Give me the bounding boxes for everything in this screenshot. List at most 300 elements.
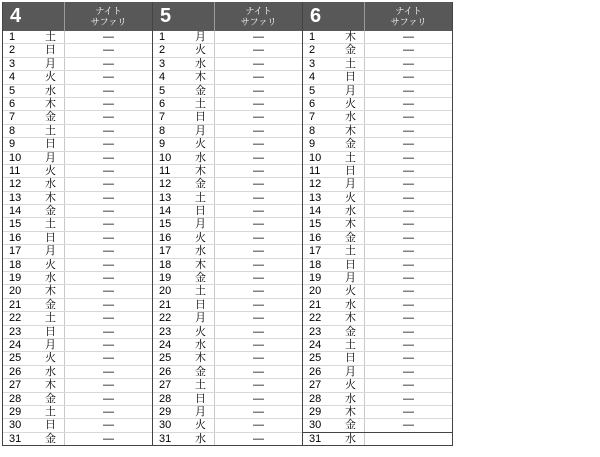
day-row (303, 85, 452, 98)
day-row (303, 58, 452, 71)
day-number: 28 (309, 392, 322, 405)
night-safari-status: ― (103, 84, 114, 97)
night-safari-status: ― (403, 84, 414, 97)
day-row (303, 352, 452, 365)
night-safari-status: ― (103, 191, 114, 204)
weekday: 木 (187, 165, 215, 177)
weekday: 水 (187, 339, 215, 351)
day-row (3, 152, 152, 165)
day-row (153, 326, 302, 339)
weekday: 水 (337, 393, 365, 405)
day-row (3, 285, 152, 298)
day-row (3, 406, 152, 419)
night-safari-status: ― (103, 164, 114, 177)
day-number: 22 (9, 312, 22, 325)
night-safari-status: ― (403, 205, 414, 218)
weekday: 火 (37, 259, 65, 271)
weekday: 月 (37, 339, 65, 351)
day-row (303, 44, 452, 57)
night-safari-status: ― (103, 258, 114, 271)
day-row (3, 326, 152, 339)
day-number: 7 (9, 111, 16, 124)
weekday: 木 (37, 192, 65, 204)
night-safari-status: ― (253, 178, 264, 191)
day-number: 20 (159, 285, 172, 298)
night-safari-status: ― (403, 97, 414, 110)
weekday: 月 (37, 245, 65, 257)
day-number: 19 (309, 272, 322, 285)
day-number: 21 (159, 298, 172, 311)
weekday: 木 (187, 352, 215, 364)
night-safari-status: ― (403, 218, 414, 231)
weekday: 水 (37, 178, 65, 190)
night-safari-status: ― (103, 111, 114, 124)
schedule-calendar (2, 2, 453, 446)
day-number: 25 (309, 352, 322, 365)
day-row (303, 138, 452, 151)
night-safari-status: ― (253, 258, 264, 271)
day-row (3, 433, 152, 446)
day-row (153, 218, 302, 231)
weekday: 火 (187, 232, 215, 244)
day-number: 24 (9, 338, 22, 351)
day-number: 5 (159, 84, 166, 97)
day-row (303, 326, 452, 339)
day-row (153, 406, 302, 419)
night-safari-status (365, 433, 452, 445)
day-number: 15 (9, 218, 22, 231)
weekday: 日 (337, 352, 365, 364)
day-number: 17 (9, 245, 22, 258)
day-number: 4 (159, 71, 166, 84)
night-safari-status: ― (403, 111, 414, 124)
night-safari-status: ― (103, 298, 114, 311)
day-row (303, 433, 452, 446)
day-row (303, 111, 452, 124)
night-safari-status: ― (253, 419, 264, 432)
day-number: 10 (9, 151, 22, 164)
weekday: 木 (337, 218, 365, 230)
night-safari-status: ― (253, 191, 264, 204)
day-number: 6 (9, 97, 16, 110)
day-number: 18 (309, 258, 322, 271)
weekday: 土 (37, 218, 65, 230)
weekday: 土 (37, 406, 65, 418)
day-row (153, 44, 302, 57)
weekday: 日 (187, 299, 215, 311)
day-row (3, 259, 152, 272)
weekday: 月 (187, 125, 215, 137)
day-row (3, 58, 152, 71)
day-list (3, 31, 152, 446)
day-number: 20 (9, 285, 22, 298)
weekday: 木 (337, 406, 365, 418)
night-safari-status: ― (403, 71, 414, 84)
day-row (153, 259, 302, 272)
day-row (153, 272, 302, 285)
column-label (215, 2, 302, 31)
night-safari-status: ― (103, 338, 114, 351)
day-row (153, 192, 302, 205)
day-number: 22 (309, 312, 322, 325)
month-column (152, 2, 302, 446)
weekday: 土 (337, 152, 365, 164)
day-row (303, 406, 452, 419)
day-row (153, 152, 302, 165)
day-number: 29 (159, 405, 172, 418)
night-safari-status: ― (103, 71, 114, 84)
day-number: 23 (309, 325, 322, 338)
night-safari-status: ― (103, 272, 114, 285)
day-number: 28 (159, 392, 172, 405)
night-safari-status: ― (253, 245, 264, 258)
night-safari-status: ― (403, 338, 414, 351)
weekday: 木 (187, 259, 215, 271)
day-number: 14 (309, 205, 322, 218)
day-row (153, 85, 302, 98)
day-row (3, 98, 152, 111)
night-safari-status: ― (403, 164, 414, 177)
day-row (303, 366, 452, 379)
weekday: 日 (337, 165, 365, 177)
night-safari-status: ― (403, 285, 414, 298)
day-number: 14 (9, 205, 22, 218)
weekday: 金 (37, 111, 65, 123)
day-number: 19 (9, 272, 22, 285)
night-safari-status: ― (253, 164, 264, 177)
day-number: 11 (309, 164, 321, 177)
day-number: 15 (159, 218, 172, 231)
night-safari-status: ― (103, 218, 114, 231)
day-number: 16 (309, 231, 322, 244)
weekday: 土 (187, 285, 215, 297)
weekday: 日 (337, 259, 365, 271)
day-row (303, 285, 452, 298)
night-safari-status: ― (403, 31, 414, 43)
day-number: 31 (9, 432, 22, 445)
day-number: 28 (9, 392, 22, 405)
weekday: 水 (187, 152, 215, 164)
night-safari-status: ― (403, 44, 414, 57)
day-number: 12 (159, 178, 172, 191)
night-safari-status: ― (103, 124, 114, 137)
month-header (3, 2, 152, 31)
night-safari-status: ― (253, 111, 264, 124)
day-number: 29 (309, 405, 322, 418)
night-safari-status: ― (253, 124, 264, 137)
weekday: 木 (337, 125, 365, 137)
day-number: 24 (309, 338, 322, 351)
weekday: 火 (337, 285, 365, 297)
night-safari-status: ― (253, 405, 264, 418)
night-safari-status: ― (253, 97, 264, 110)
day-number: 25 (159, 352, 172, 365)
day-row (3, 339, 152, 352)
day-number: 1 (309, 31, 316, 43)
day-number: 9 (309, 138, 316, 151)
day-number: 4 (9, 71, 16, 84)
night-safari-status: ― (253, 71, 264, 84)
weekday: 木 (337, 31, 365, 43)
day-row (153, 379, 302, 392)
night-safari-status: ― (253, 352, 264, 365)
night-safari-status: ― (103, 405, 114, 418)
night-safari-status: ― (403, 379, 414, 392)
weekday: 金 (37, 393, 65, 405)
day-list (153, 31, 302, 446)
weekday: 水 (37, 85, 65, 97)
weekday: 金 (337, 232, 365, 244)
day-number: 31 (309, 432, 322, 445)
weekday: 水 (187, 245, 215, 257)
weekday: 金 (37, 299, 65, 311)
night-safari-status: ― (253, 298, 264, 311)
night-safari-status: ― (103, 44, 114, 57)
day-number: 18 (9, 258, 22, 271)
day-number: 13 (159, 191, 172, 204)
weekday: 月 (37, 58, 65, 70)
weekday: 月 (187, 218, 215, 230)
night-safari-status: ― (103, 365, 114, 378)
weekday: 水 (37, 366, 65, 378)
day-row (303, 98, 452, 111)
day-number: 30 (159, 419, 172, 432)
day-row (303, 393, 452, 406)
night-safari-status: ― (403, 352, 414, 365)
column-label-line1: ナイト (245, 5, 272, 16)
weekday: 火 (337, 379, 365, 391)
day-row (153, 71, 302, 84)
night-safari-status: ― (403, 312, 414, 325)
weekday: 土 (337, 58, 365, 70)
column-label-line1: ナイト (95, 5, 122, 16)
day-number: 9 (9, 138, 16, 151)
weekday: 日 (187, 393, 215, 405)
weekday: 金 (187, 366, 215, 378)
weekday: 日 (37, 138, 65, 150)
day-number: 21 (9, 298, 22, 311)
night-safari-status: ― (253, 31, 264, 43)
weekday: 土 (37, 125, 65, 137)
night-safari-status: ― (403, 231, 414, 244)
night-safari-status: ― (103, 245, 114, 258)
night-safari-status: ― (403, 272, 414, 285)
day-row (303, 192, 452, 205)
night-safari-status: ― (253, 312, 264, 325)
night-safari-status: ― (103, 57, 114, 70)
month-number: 4 (3, 2, 65, 31)
night-safari-status: ― (103, 97, 114, 110)
day-number: 27 (159, 379, 172, 392)
weekday: 木 (187, 71, 215, 83)
weekday: 日 (37, 326, 65, 338)
day-row (303, 232, 452, 245)
night-safari-status: ― (103, 138, 114, 151)
night-safari-status: ― (403, 365, 414, 378)
day-row (3, 31, 152, 44)
day-number: 15 (309, 218, 322, 231)
day-row (153, 299, 302, 312)
day-number: 11 (159, 164, 171, 177)
day-number: 1 (9, 31, 16, 43)
day-number: 23 (159, 325, 172, 338)
night-safari-status: ― (103, 325, 114, 338)
day-row (3, 299, 152, 312)
weekday: 月 (187, 406, 215, 418)
weekday: 金 (37, 433, 65, 445)
weekday: 木 (37, 379, 65, 391)
column-label (65, 2, 152, 31)
night-safari-status: ― (103, 151, 114, 164)
day-row (3, 218, 152, 231)
weekday: 水 (337, 111, 365, 123)
day-row (3, 366, 152, 379)
column-label-line2: サファリ (390, 16, 427, 27)
weekday: 火 (187, 138, 215, 150)
day-number: 5 (309, 84, 316, 97)
night-safari-status: ― (103, 379, 114, 392)
weekday: 金 (187, 272, 215, 284)
night-safari-status: ― (403, 124, 414, 137)
weekday: 火 (337, 98, 365, 110)
day-number: 14 (159, 205, 172, 218)
weekday: 月 (187, 31, 215, 43)
column-label-line1: ナイト (395, 5, 422, 16)
day-row (303, 312, 452, 325)
day-row (153, 232, 302, 245)
night-safari-status: ― (253, 218, 264, 231)
day-row (303, 31, 452, 44)
weekday: 火 (187, 326, 215, 338)
weekday: 金 (337, 419, 365, 431)
night-safari-status: ― (403, 419, 414, 432)
night-safari-status: ― (253, 57, 264, 70)
day-row (303, 245, 452, 258)
day-row (153, 393, 302, 406)
day-row (3, 352, 152, 365)
day-number: 8 (159, 124, 166, 137)
day-row (303, 218, 452, 231)
day-row (153, 31, 302, 44)
day-number: 22 (159, 312, 172, 325)
day-number: 26 (159, 365, 172, 378)
day-number: 4 (309, 71, 316, 84)
weekday: 金 (337, 44, 365, 56)
day-row (3, 178, 152, 191)
night-safari-status: ― (253, 151, 264, 164)
day-row (153, 111, 302, 124)
night-safari-status: ― (103, 31, 114, 43)
night-safari-status: ― (403, 298, 414, 311)
day-number: 1 (159, 31, 166, 43)
weekday: 木 (37, 285, 65, 297)
day-number: 6 (309, 97, 316, 110)
day-row (153, 138, 302, 151)
day-number: 23 (9, 325, 22, 338)
day-row (3, 138, 152, 151)
weekday: 水 (37, 272, 65, 284)
day-number: 25 (9, 352, 22, 365)
night-safari-status: ― (253, 205, 264, 218)
day-number: 17 (309, 245, 322, 258)
day-row (303, 152, 452, 165)
night-safari-status: ― (403, 325, 414, 338)
night-safari-status: ― (403, 151, 414, 164)
day-row (3, 379, 152, 392)
day-row (153, 165, 302, 178)
day-number: 10 (309, 151, 322, 164)
weekday: 金 (37, 205, 65, 217)
day-row (153, 419, 302, 432)
day-row (153, 245, 302, 258)
month-column (302, 2, 453, 446)
day-row (153, 312, 302, 325)
night-safari-status: ― (403, 57, 414, 70)
weekday: 金 (187, 178, 215, 190)
night-safari-status: ― (403, 258, 414, 271)
day-row (3, 71, 152, 84)
day-row (303, 165, 452, 178)
day-row (303, 71, 452, 84)
weekday: 月 (187, 312, 215, 324)
day-number: 2 (309, 44, 316, 57)
day-row (153, 58, 302, 71)
day-number: 30 (9, 419, 22, 432)
night-safari-status: ― (253, 365, 264, 378)
day-row (153, 285, 302, 298)
day-number: 9 (159, 138, 166, 151)
day-row (3, 312, 152, 325)
day-number: 7 (159, 111, 166, 124)
weekday: 土 (187, 98, 215, 110)
night-safari-status: ― (253, 44, 264, 57)
weekday: 水 (337, 433, 365, 445)
day-number: 13 (9, 191, 22, 204)
weekday: 火 (187, 419, 215, 431)
column-label-line2: サファリ (90, 16, 127, 27)
weekday: 月 (337, 366, 365, 378)
night-safari-status: ― (103, 312, 114, 325)
day-number: 2 (159, 44, 166, 57)
day-row (303, 205, 452, 218)
day-row (3, 165, 152, 178)
day-number: 12 (309, 178, 322, 191)
day-row (153, 178, 302, 191)
weekday: 土 (37, 31, 65, 43)
night-safari-status: ― (253, 325, 264, 338)
night-safari-status: ― (253, 338, 264, 351)
day-number: 31 (159, 432, 172, 445)
day-number: 10 (159, 151, 172, 164)
weekday: 木 (337, 312, 365, 324)
day-number: 16 (9, 231, 22, 244)
weekday: 土 (187, 379, 215, 391)
weekday: 水 (337, 299, 365, 311)
weekday: 金 (337, 326, 365, 338)
weekday: 土 (337, 245, 365, 257)
day-row (3, 111, 152, 124)
month-number: 5 (153, 2, 215, 31)
night-safari-status: ― (403, 138, 414, 151)
day-number: 26 (309, 365, 322, 378)
night-safari-status: ― (103, 432, 114, 445)
day-number: 3 (9, 57, 16, 70)
weekday: 木 (37, 98, 65, 110)
night-safari-status: ― (253, 231, 264, 244)
day-number: 3 (159, 57, 166, 70)
day-row (303, 339, 452, 352)
night-safari-status: ― (103, 392, 114, 405)
